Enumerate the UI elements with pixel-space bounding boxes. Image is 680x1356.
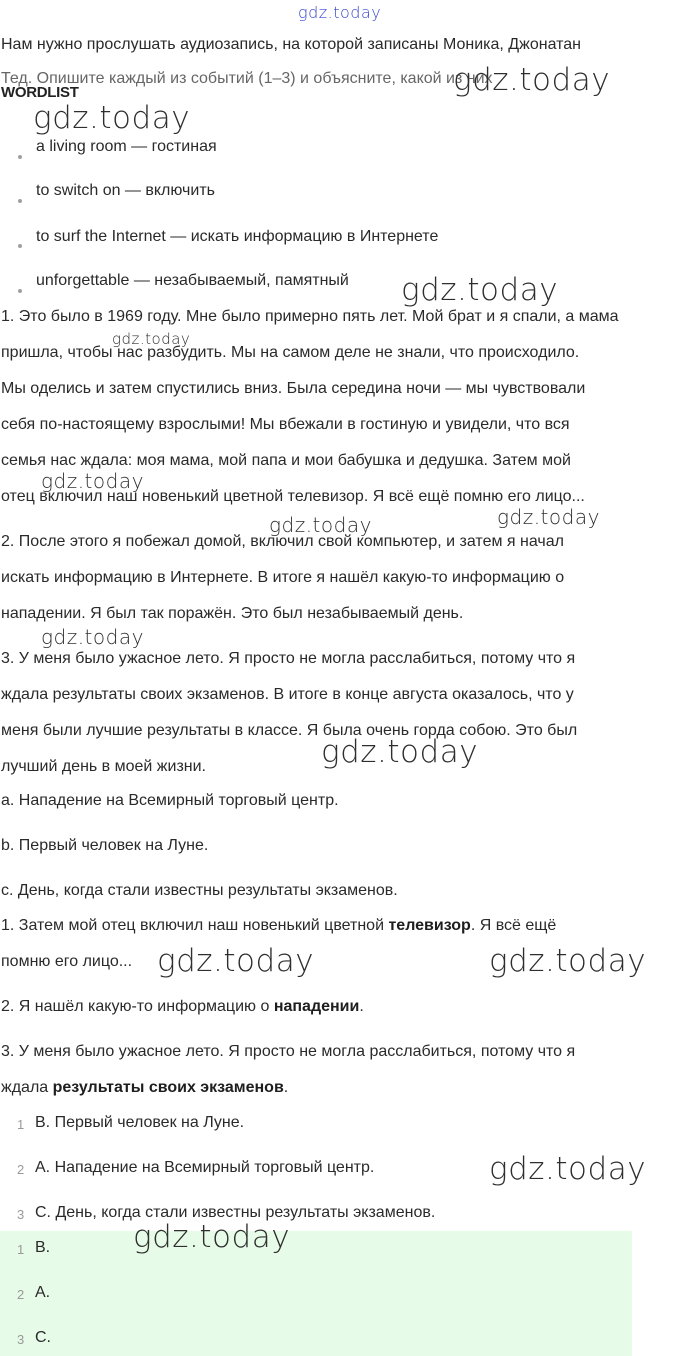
answer-number: 1 [17, 1242, 25, 1257]
watermark: gdz.today [489, 943, 647, 979]
answer-number: 2 [17, 1287, 25, 1302]
wordlist-item: unforgettable — незабываемый, памятный [36, 272, 349, 289]
list-item: A. Нападение на Всемирный торговый центр. [35, 1159, 375, 1176]
evidence-3: 3. У меня было ужасное лето. Я просто не могла расслабиться, потому что я [1, 1043, 576, 1060]
bullet [18, 244, 22, 248]
story-line: лучший день в моей жизни. [1, 758, 206, 775]
story-line: искать информацию в Интернете. В итоге я нашёл какую-то информацию о [1, 569, 565, 586]
option-a: a. Нападение на Всемирный торговый центр. [1, 792, 339, 809]
intro-text-cut: Тед. Опишите каждый из событий (1–3) и объясните, какой из них [1, 70, 493, 87]
story-line: пришла, чтобы нас разбудить. Мы на самом деле не знали, что происходило. [1, 344, 580, 361]
wordlist-item: to switch on — включить [36, 182, 215, 199]
story-line: ждала результаты своих экзаменов. В итоге в конце августа оказалось, что у [1, 686, 574, 703]
evidence-2: 2. Я нашёл какую-то информацию о нападении. [1, 998, 364, 1015]
list-item: C. День, когда стали известны результаты экзаменов. [35, 1204, 436, 1221]
answer-item: B. [35, 1239, 51, 1256]
wordlist-item: a living room — гостиная [36, 138, 217, 155]
watermark: gdz.today [41, 625, 144, 649]
intro-text: Нам нужно прослушать аудиозапись, на которой записаны Моника, Джонатан [1, 36, 581, 53]
story-line: себя по-настоящему взрослыми! Мы вбежали в гостиную и увидели, что вся [1, 416, 570, 433]
answer-item: A. [35, 1284, 51, 1301]
option-c: c. День, когда стали известны результаты экзаменов. [1, 882, 398, 899]
list-number: 1 [17, 1117, 25, 1132]
story-line: отец включил наш новенький цветной телевизор. Я всё ещё помню его лицо... [1, 488, 585, 505]
watermark: gdz.today [453, 62, 611, 98]
story-line: 3. У меня было ужасное лето. Я просто не могла расслабиться, потому что я [1, 650, 576, 667]
watermark: gdz.today [41, 469, 144, 493]
story-line: нападении. Я был так поражён. Это был незабываемый день. [1, 605, 464, 622]
wordlist-item: to surf the Internet — искать информацию в Интернете [36, 228, 439, 245]
watermark: gdz.today [321, 734, 479, 770]
wordlist-heading: WORDLIST [1, 84, 79, 101]
list-number: 2 [17, 1162, 25, 1177]
story-line: меня были лучшие результаты в классе. Я была очень горда собою. Это был [1, 722, 578, 739]
watermark: gdz.today [401, 272, 559, 308]
evidence-1: 1. Затем мой отец включил наш новенький цветной телевизор. Я всё ещё [1, 917, 557, 934]
list-number: 3 [17, 1207, 25, 1222]
bullet [18, 155, 22, 159]
watermark: gdz.today [489, 1151, 647, 1187]
watermark: gdz.today [497, 505, 600, 529]
bullet [18, 199, 22, 203]
answer-box [0, 1231, 632, 1356]
story-line: 2. После этого я побежал домой, включил свой компьютер, и затем я начал [1, 533, 564, 550]
watermark: gdz.today [133, 1219, 291, 1255]
watermark: gdz.today [112, 330, 191, 348]
evidence-3-cont: ждала результаты своих экзаменов. [1, 1079, 289, 1096]
list-item: B. Первый человек на Луне. [35, 1114, 245, 1131]
option-b: b. Первый человек на Луне. [1, 837, 209, 854]
answer-number: 3 [17, 1332, 25, 1347]
story-line: 1. Это было в 1969 году. Мне было примерно пять лет. Мой брат и я спали, а мама [1, 308, 619, 325]
watermark: gdz.today [157, 943, 315, 979]
evidence-1-cont: помню его лицо... [1, 953, 133, 970]
story-line: семья нас ждала: моя мама, мой папа и мои бабушка и дедушка. Затем мой [1, 452, 571, 469]
answer-item: C. [35, 1329, 51, 1346]
watermark: gdz.today [33, 100, 191, 136]
story-line: Мы оделись и затем спустились вниз. Была середина ночи — мы чувствовали [1, 380, 586, 397]
bullet [18, 289, 22, 293]
watermark: gdz.today [269, 513, 372, 537]
watermark-top: gdz.today [298, 3, 382, 22]
